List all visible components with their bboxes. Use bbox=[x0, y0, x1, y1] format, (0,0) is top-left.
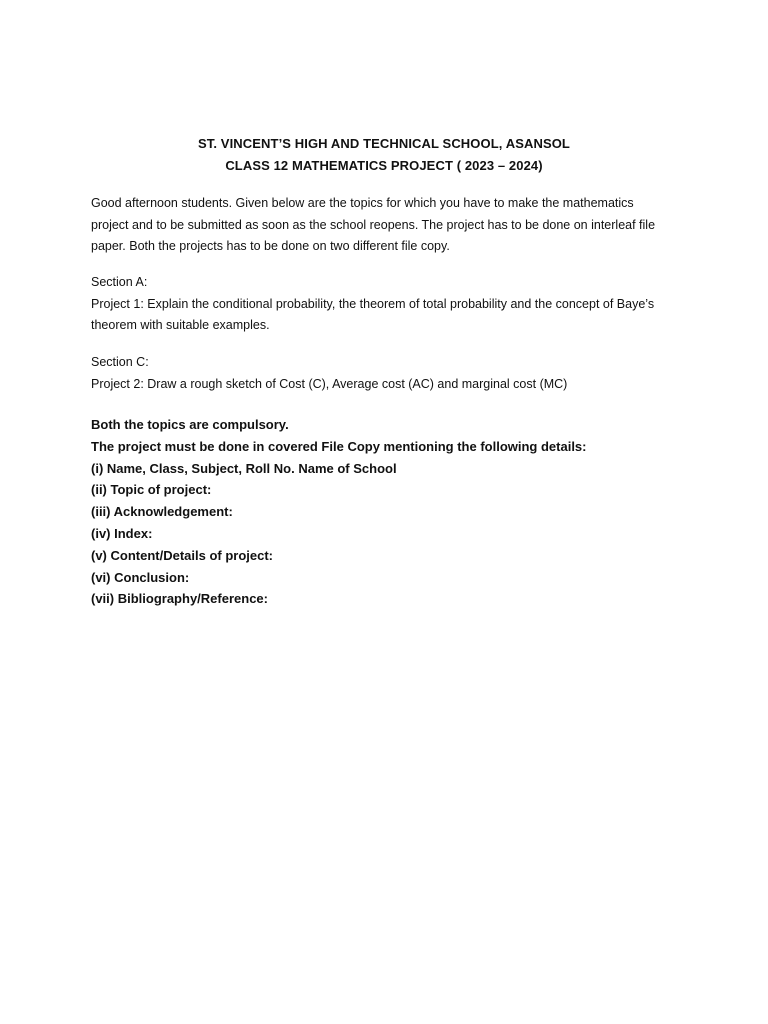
details-item: (vii) Bibliography/Reference: bbox=[91, 591, 268, 607]
document-header bbox=[0, 133, 768, 177]
details-line: The project must be done in covered File Copy mentioning the following details: bbox=[91, 438, 587, 454]
details-item: (vi) Conclusion: bbox=[91, 569, 190, 585]
section-a-line: Project 1: Explain the conditional probability, the theorem of total probability and the concept of Baye’s bbox=[91, 296, 655, 311]
intro-line: project and to be submitted as soon as the school reopens. The project has to be done on interleaf file bbox=[91, 217, 656, 232]
intro-line: Good afternoon students. Given below are the topics for which you have to make the mathematics bbox=[91, 196, 634, 210]
section-a-line: theorem with suitable examples. bbox=[91, 318, 270, 332]
project-details bbox=[91, 414, 691, 610]
project-title: CLASS 12 MATHEMATICS PROJECT ( 2023 – 2024) bbox=[225, 158, 543, 173]
details-item: (iii) Acknowledgement: bbox=[91, 504, 233, 520]
intro-line: paper. Both the projects has to be done on two different file copy. bbox=[91, 239, 450, 253]
section-c-line: Project 2: Draw a rough sketch of Cost (C), Average cost (AC) and marginal cost (MC) bbox=[91, 376, 568, 391]
section-c-heading: Section C: bbox=[91, 355, 149, 369]
intro-paragraph bbox=[91, 193, 691, 258]
school-name: ST. VINCENT’S HIGH AND TECHNICAL SCHOOL, ASANSOL bbox=[198, 136, 570, 151]
details-item: (ii) Topic of project: bbox=[91, 482, 212, 498]
section-c bbox=[91, 352, 691, 395]
section-a-heading: Section A: bbox=[91, 275, 148, 289]
section-a bbox=[91, 272, 691, 337]
details-line: Both the topics are compulsory. bbox=[91, 417, 289, 432]
details-item: (v) Content/Details of project: bbox=[91, 547, 274, 563]
details-item: (iv) Index: bbox=[91, 525, 153, 541]
details-item: (i) Name, Class, Subject, Roll No. Name of School bbox=[91, 460, 397, 476]
